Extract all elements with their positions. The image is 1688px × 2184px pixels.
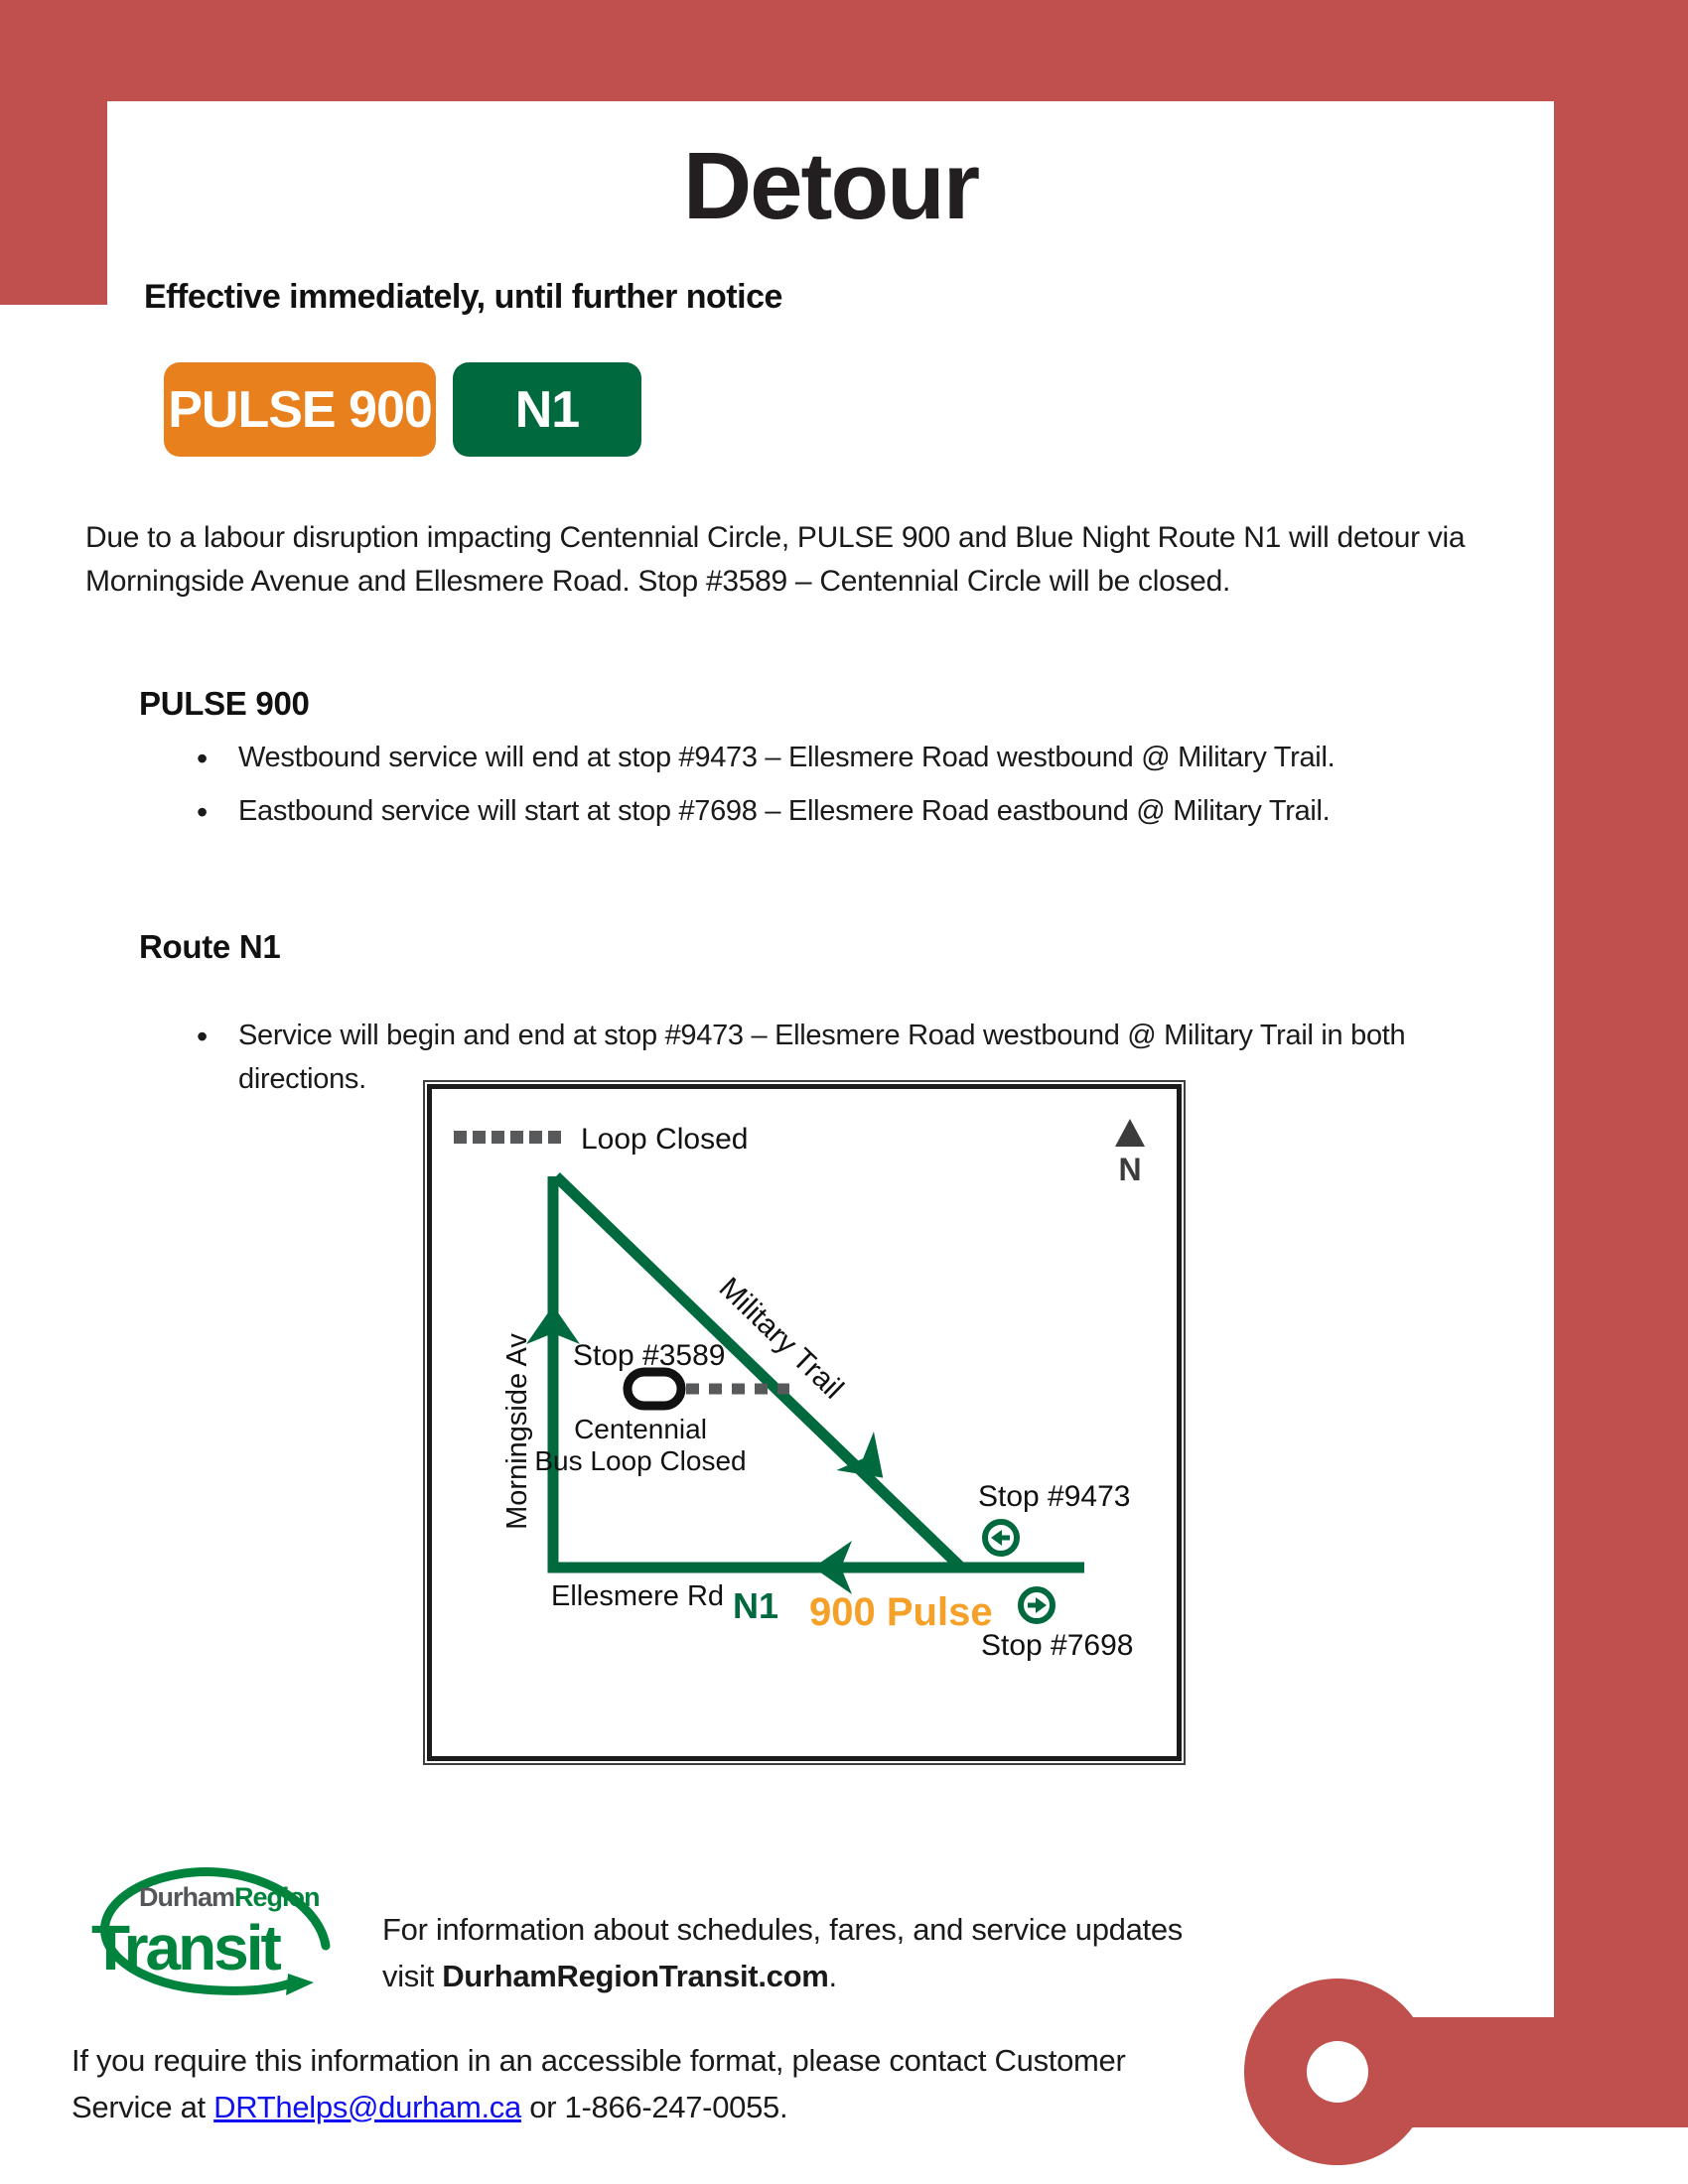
bullet-n1-service: • Service will begin and end at stop #9473 – Ellesmere Road westbound @ Military Trail in both directions. [169, 1015, 1450, 1101]
southeast-arrowhead [836, 1432, 902, 1497]
stop-3589-label: Stop #3589 [573, 1339, 726, 1372]
loop-caption-line1: Centennial [574, 1414, 707, 1444]
durham-region-transit-logo [89, 1864, 352, 2003]
stop-7698-eastbound-icon [1021, 1589, 1053, 1621]
route-badges [164, 362, 641, 457]
bullet-eastbound: • Eastbound service will start at stop #7698 – Ellesmere Road eastbound @ Military Trail. [169, 790, 1450, 834]
route-badge-pulse-900: PULSE 900 [164, 362, 436, 457]
military-trail-label: Military Trail [712, 1271, 850, 1406]
accessibility-contact-text [71, 2038, 1223, 2130]
frame-top-bar [0, 0, 1688, 101]
pulse-900-bullet-list [169, 737, 1450, 843]
access-prefix: If you require this information in an accessible format, please contact Customer Service at [71, 2043, 1126, 2124]
route-badge-n1: N1 [453, 362, 641, 457]
map-n1-label: N1 [733, 1585, 779, 1626]
detour-description: Due to a labour disruption impacting Centennial Circle, PULSE 900 and Blue Night Route N1 will detour via Morningside Avenue and Ellesmere Road. Stop #3589 – Centennial Circle will be closed. [85, 521, 1466, 598]
effective-date-subtitle: Effective immediately, until further notice [144, 278, 782, 316]
page-title: Detour [682, 133, 979, 239]
stop-9473-westbound-icon [985, 1522, 1017, 1554]
north-label: N [1118, 1152, 1142, 1187]
stop-9473-label: Stop #9473 [978, 1480, 1131, 1513]
map-900-pulse-label: 900 Pulse [809, 1590, 993, 1634]
access-suffix: or 1-866-247-0055. [520, 2089, 788, 2124]
bullet-westbound: • Westbound service will end at stop #9473 – Ellesmere Road westbound @ Military Trail. [169, 737, 1450, 780]
frame-right-column [1554, 0, 1688, 2127]
loop-closed-legend [454, 1123, 748, 1156]
section-heading-pulse-900: PULSE 900 [139, 685, 310, 722]
info-prefix: For information about schedules, fares, and service updates visit [382, 1912, 1183, 1993]
key-shape-hole [1307, 2041, 1368, 2103]
frame-left-block [0, 0, 107, 305]
logo-region-text: Region [234, 1882, 320, 1912]
customer-service-email-link[interactable]: DRThelps@durham.ca [213, 2089, 521, 2124]
morningside-label: Morningside Av [501, 1333, 533, 1530]
detour-map [427, 1084, 1182, 1761]
loop-caption-line2: Bus Loop Closed [534, 1445, 747, 1476]
drt-website: DurhamRegionTransit.com [442, 1958, 829, 1993]
north-arrow-icon [1115, 1119, 1145, 1187]
section-heading-route-n1: Route N1 [139, 928, 281, 965]
schedule-info-text [382, 1907, 1226, 1999]
logo-durham-text: Durham [139, 1882, 235, 1912]
svg-text:DurhamRegion [139, 1882, 320, 1912]
bus-loop-icon [628, 1372, 681, 1406]
legend-label: Loop Closed [581, 1123, 749, 1156]
info-suffix: . [828, 1958, 837, 1993]
stop-7698-label: Stop #7698 [981, 1629, 1134, 1662]
ellesmere-label: Ellesmere Rd [551, 1580, 725, 1612]
logo-transit-text: Transit [91, 1912, 279, 1983]
